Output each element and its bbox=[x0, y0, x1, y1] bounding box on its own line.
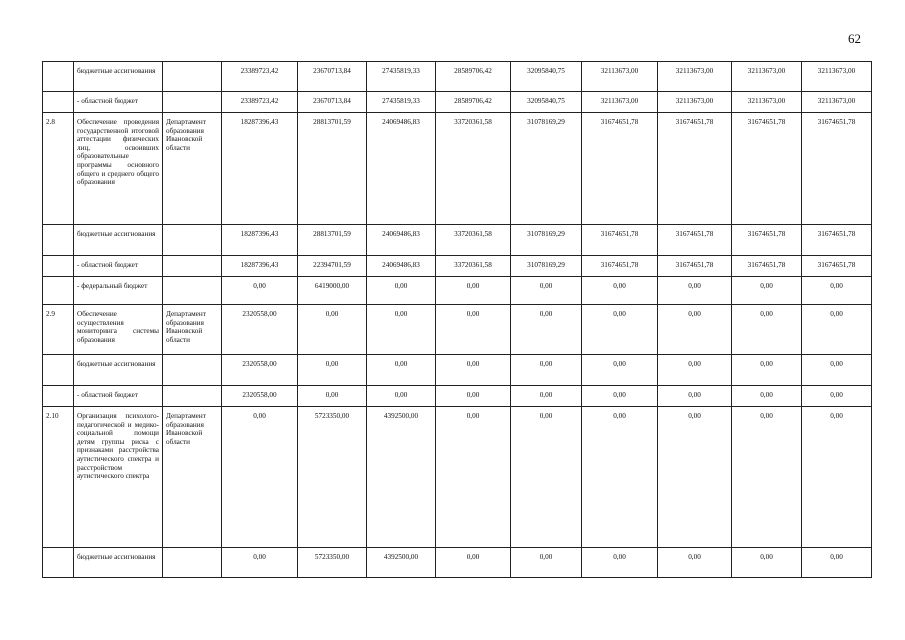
value-cell: 0,00 bbox=[436, 407, 511, 548]
row-number-cell: 2.10 bbox=[43, 407, 74, 548]
value-cell: 2320558,00 bbox=[222, 305, 298, 355]
row-number-cell bbox=[43, 256, 74, 277]
row-name-cell: бюджетные ассигнования bbox=[74, 225, 163, 256]
row-number-cell: 2.9 bbox=[43, 305, 74, 355]
value-cell: 5723350,00 bbox=[298, 548, 367, 578]
row-number-cell bbox=[43, 386, 74, 407]
value-cell: 31674651,78 bbox=[658, 113, 732, 225]
table-row bbox=[43, 305, 872, 355]
value-cell: 28589706,42 bbox=[436, 92, 511, 113]
value-cell: 24069486,83 bbox=[367, 256, 436, 277]
value-cell: 0,00 bbox=[222, 277, 298, 305]
value-cell: 2320558,00 bbox=[222, 386, 298, 407]
value-cell: 0,00 bbox=[436, 277, 511, 305]
value-cell: 18287396,43 bbox=[222, 225, 298, 256]
value-cell: 24069486,83 bbox=[367, 225, 436, 256]
table-row bbox=[43, 113, 872, 225]
row-executor-cell bbox=[163, 355, 222, 386]
row-number-cell bbox=[43, 225, 74, 256]
row-executor-cell bbox=[163, 92, 222, 113]
table-row bbox=[43, 386, 872, 407]
row-name-cell: - областной бюджет bbox=[74, 92, 163, 113]
value-cell: 0,00 bbox=[732, 355, 802, 386]
value-cell: 32113673,00 bbox=[582, 62, 658, 92]
value-cell: 31674651,78 bbox=[802, 225, 872, 256]
row-executor-cell bbox=[163, 386, 222, 407]
value-cell: 33720361,58 bbox=[436, 225, 511, 256]
value-cell: 0,00 bbox=[732, 386, 802, 407]
value-cell: 31078169,29 bbox=[511, 256, 582, 277]
value-cell: 0,00 bbox=[367, 305, 436, 355]
value-cell: 0,00 bbox=[658, 305, 732, 355]
value-cell: 18287396,43 bbox=[222, 256, 298, 277]
value-cell: 0,00 bbox=[582, 355, 658, 386]
row-name-cell: - областной бюджет bbox=[74, 256, 163, 277]
table-row bbox=[43, 355, 872, 386]
value-cell: 0,00 bbox=[367, 386, 436, 407]
row-name-cell: - федеральный бюджет bbox=[74, 277, 163, 305]
value-cell: 0,00 bbox=[582, 407, 658, 548]
row-executor-cell: Департамент образования Ивановской области bbox=[163, 407, 222, 548]
value-cell: 0,00 bbox=[511, 386, 582, 407]
row-number-cell: 2.8 bbox=[43, 113, 74, 225]
value-cell: 2320558,00 bbox=[222, 355, 298, 386]
row-name-cell: - областной бюджет bbox=[74, 386, 163, 407]
value-cell: 31674651,78 bbox=[732, 225, 802, 256]
value-cell: 0,00 bbox=[367, 277, 436, 305]
value-cell: 31674651,78 bbox=[802, 113, 872, 225]
value-cell: 32095840,75 bbox=[511, 62, 582, 92]
value-cell: 32113673,00 bbox=[658, 62, 732, 92]
value-cell: 0,00 bbox=[582, 548, 658, 578]
value-cell: 0,00 bbox=[511, 355, 582, 386]
value-cell: 32113673,00 bbox=[802, 92, 872, 113]
value-cell: 32113673,00 bbox=[582, 92, 658, 113]
row-name-cell: бюджетные ассигнования bbox=[74, 62, 163, 92]
row-executor-cell bbox=[163, 256, 222, 277]
row-number-cell bbox=[43, 355, 74, 386]
row-name-cell: Организация психолого-педагогической и медико-социальной помощи детям группы риска с признаками расстройства аутистического спектра и расстройством аутистического спектра bbox=[74, 407, 163, 548]
value-cell: 4392500,00 bbox=[367, 407, 436, 548]
value-cell: 0,00 bbox=[436, 548, 511, 578]
value-cell: 6419000,00 bbox=[298, 277, 367, 305]
value-cell: 32113673,00 bbox=[658, 92, 732, 113]
value-cell: 27435819,33 bbox=[367, 62, 436, 92]
value-cell: 0,00 bbox=[298, 305, 367, 355]
value-cell: 18287396,43 bbox=[222, 113, 298, 225]
value-cell: 32113673,00 bbox=[802, 62, 872, 92]
value-cell: 31078169,29 bbox=[511, 113, 582, 225]
value-cell: 0,00 bbox=[732, 305, 802, 355]
value-cell: 0,00 bbox=[802, 548, 872, 578]
value-cell: 0,00 bbox=[802, 277, 872, 305]
value-cell: 0,00 bbox=[582, 305, 658, 355]
value-cell: 0,00 bbox=[802, 386, 872, 407]
page-number: 62 bbox=[848, 31, 861, 46]
row-number-cell bbox=[43, 92, 74, 113]
value-cell: 0,00 bbox=[658, 407, 732, 548]
value-cell: 0,00 bbox=[511, 305, 582, 355]
value-cell: 28813701,59 bbox=[298, 225, 367, 256]
value-cell: 0,00 bbox=[658, 355, 732, 386]
table-row bbox=[43, 407, 872, 548]
table-row bbox=[43, 548, 872, 578]
value-cell: 0,00 bbox=[732, 548, 802, 578]
value-cell: 31674651,78 bbox=[582, 225, 658, 256]
value-cell: 23670713,84 bbox=[298, 62, 367, 92]
row-name-cell: Обеспечение осуществления мониторинга системы образования bbox=[74, 305, 163, 355]
value-cell: 0,00 bbox=[802, 407, 872, 548]
value-cell: 0,00 bbox=[298, 355, 367, 386]
value-cell: 0,00 bbox=[511, 407, 582, 548]
table-row bbox=[43, 277, 872, 305]
value-cell: 22394701,59 bbox=[298, 256, 367, 277]
row-executor-cell bbox=[163, 62, 222, 92]
value-cell: 0,00 bbox=[367, 355, 436, 386]
value-cell: 31674651,78 bbox=[658, 225, 732, 256]
value-cell: 28589706,42 bbox=[436, 62, 511, 92]
value-cell: 31674651,78 bbox=[658, 256, 732, 277]
row-executor-cell bbox=[163, 277, 222, 305]
row-number-cell bbox=[43, 277, 74, 305]
value-cell: 0,00 bbox=[732, 277, 802, 305]
row-executor-cell bbox=[163, 548, 222, 578]
value-cell: 23670713,84 bbox=[298, 92, 367, 113]
row-number-cell bbox=[43, 548, 74, 578]
row-name-cell: бюджетные ассигнования bbox=[74, 355, 163, 386]
row-executor-cell bbox=[163, 225, 222, 256]
value-cell: 0,00 bbox=[582, 277, 658, 305]
value-cell: 31674651,78 bbox=[732, 113, 802, 225]
value-cell: 0,00 bbox=[511, 548, 582, 578]
table-row bbox=[43, 92, 872, 113]
value-cell: 0,00 bbox=[222, 548, 298, 578]
value-cell: 32095840,75 bbox=[511, 92, 582, 113]
value-cell: 24069486,83 bbox=[367, 113, 436, 225]
table-row bbox=[43, 62, 872, 92]
table-row bbox=[43, 256, 872, 277]
row-name-cell: Обеспечение проведения государственной итоговой аттестации физических лиц, освоивших образовательные программы основного общего и среднего общего образования bbox=[74, 113, 163, 225]
table-row bbox=[43, 225, 872, 256]
value-cell: 32113673,00 bbox=[732, 92, 802, 113]
value-cell: 0,00 bbox=[511, 277, 582, 305]
value-cell: 0,00 bbox=[658, 548, 732, 578]
value-cell: 31674651,78 bbox=[732, 256, 802, 277]
value-cell: 23389723,42 bbox=[222, 62, 298, 92]
value-cell: 33720361,58 bbox=[436, 113, 511, 225]
value-cell: 27435819,33 bbox=[367, 92, 436, 113]
row-executor-cell: Департамент образования Ивановской области bbox=[163, 305, 222, 355]
value-cell: 31674651,78 bbox=[582, 113, 658, 225]
budget-table bbox=[42, 61, 872, 578]
row-name-cell: бюджетные ассигнования bbox=[74, 548, 163, 578]
value-cell: 33720361,58 bbox=[436, 256, 511, 277]
value-cell: 0,00 bbox=[298, 386, 367, 407]
value-cell: 4392500,00 bbox=[367, 548, 436, 578]
value-cell: 23389723,42 bbox=[222, 92, 298, 113]
value-cell: 28813701,59 bbox=[298, 113, 367, 225]
value-cell: 0,00 bbox=[802, 305, 872, 355]
value-cell: 32113673,00 bbox=[732, 62, 802, 92]
value-cell: 5723350,00 bbox=[298, 407, 367, 548]
value-cell: 0,00 bbox=[222, 407, 298, 548]
value-cell: 31078169,29 bbox=[511, 225, 582, 256]
value-cell: 0,00 bbox=[436, 305, 511, 355]
value-cell: 0,00 bbox=[658, 277, 732, 305]
value-cell: 0,00 bbox=[436, 386, 511, 407]
row-executor-cell: Департамент образования Ивановской области bbox=[163, 113, 222, 225]
value-cell: 31674651,78 bbox=[582, 256, 658, 277]
value-cell: 0,00 bbox=[582, 386, 658, 407]
value-cell: 0,00 bbox=[802, 355, 872, 386]
value-cell: 0,00 bbox=[658, 386, 732, 407]
row-number-cell bbox=[43, 62, 74, 92]
value-cell: 0,00 bbox=[436, 355, 511, 386]
value-cell: 31674651,78 bbox=[802, 256, 872, 277]
value-cell: 0,00 bbox=[732, 407, 802, 548]
